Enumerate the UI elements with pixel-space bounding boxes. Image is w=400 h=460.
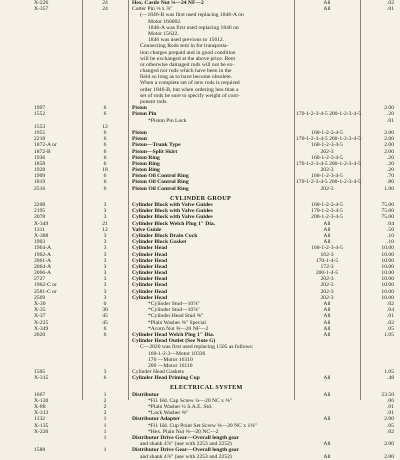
part-price: 2.00: [384, 142, 394, 149]
part-price: .50: [387, 226, 394, 233]
part-description: Piston: [132, 129, 147, 136]
part-quantity: 6: [103, 148, 107, 155]
part-quantity: 30: [102, 307, 108, 314]
part-application: All: [323, 6, 331, 13]
part-description: *Fil. Hd. Cup Point Set Screw ⅜—20 NC x 1⅜": [148, 422, 257, 429]
part-number: 1588: [34, 447, 46, 454]
part-description: When a complete set of new rods is required: [140, 80, 240, 87]
part-description: Cylinder Block with Valve Guides: [132, 202, 213, 208]
part-price: 75.00: [381, 202, 394, 208]
part-price: .04: [387, 220, 394, 227]
part-quantity: 1: [103, 416, 107, 423]
part-description: Piston—Split Skirt: [132, 148, 178, 155]
part-description: order 1846-B, but when ordering less than a: [140, 86, 239, 93]
part-quantity: 6: [103, 325, 107, 332]
part-application: All: [323, 453, 331, 460]
part-quantity: 3: [103, 282, 107, 289]
part-description: Motor 160002.: [148, 18, 182, 25]
part-application: 170-1-2-3-4-5 200-1-2-3-4-5: [296, 136, 361, 143]
part-price: .10: [387, 239, 394, 246]
part-description: Piston: [132, 136, 147, 143]
part-number: X-220: [34, 428, 49, 435]
part-price: 10.00: [381, 263, 394, 270]
part-price: 2.00: [384, 105, 394, 112]
part-description: *Hex. Plain Nut ⅜—20 NC—2: [148, 428, 219, 435]
part-price: 2.00: [384, 129, 394, 136]
part-number: 2516: [34, 185, 46, 192]
part-number: 1955: [34, 129, 46, 136]
part-description: *Plain Washer ⅝" Special: [148, 319, 206, 326]
part-description: Cylinder Head Outlet (See Note G): [132, 338, 216, 345]
part-description: and shank 4⅞" (use with 2253 and 2252): [140, 453, 232, 460]
part-price: 2.00: [384, 416, 394, 423]
part-description: Motor 15622.: [148, 30, 179, 37]
part-application: 160-1-2-3-4-5: [311, 154, 343, 161]
part-description: *Cylinder Head Stud ⅝": [148, 313, 204, 320]
part-description: Cylinder Head Priming Cup: [132, 375, 200, 382]
part-price: .70: [387, 173, 394, 180]
part-application: All: [323, 301, 331, 307]
part-price: 10.00: [381, 294, 394, 301]
part-description: Cylinder Head: [132, 294, 168, 301]
part-price: 10.00: [381, 257, 394, 264]
part-application: 200-1-2-3-4-5: [311, 214, 343, 221]
part-price: .01: [387, 410, 394, 417]
part-description: 160-1-2-3—Motor 10336: [148, 350, 206, 357]
part-number: X-357: [34, 6, 49, 13]
part-application: All: [323, 226, 331, 233]
part-number: 2218: [34, 136, 46, 143]
part-description: field so long as to have become obsolete.: [140, 74, 232, 81]
part-price: .04: [387, 307, 394, 314]
section-heading: ELECTRICAL SYSTEM: [170, 384, 243, 392]
part-quantity: 3: [103, 257, 107, 264]
part-description: Valve Guide: [132, 226, 162, 233]
part-price: .05: [387, 325, 394, 332]
part-price: 10.00: [381, 282, 394, 289]
part-description: C—2020 was first used replacing 1505 as follows:: [140, 344, 254, 351]
part-quantity: 12: [102, 226, 108, 233]
part-description: Distributor Drive Gear—Overall length gear: [132, 434, 240, 441]
part-application: All: [323, 441, 331, 448]
part-description: Distributor Adapter: [132, 416, 180, 423]
part-description: Cylinder Block with Valve Guides: [132, 214, 213, 221]
part-number: 1132: [34, 416, 45, 423]
part-price: 1.00: [384, 185, 394, 192]
part-price: 75.00: [381, 208, 394, 215]
part-description: 200 —Motor 16110: [148, 362, 193, 369]
part-quantity: 1: [103, 434, 107, 441]
part-application: All: [323, 313, 331, 320]
part-price: .20: [387, 154, 394, 161]
part-number: 1872-A or: [34, 142, 57, 149]
part-price: 10.00: [381, 288, 394, 295]
part-application: All: [323, 220, 331, 227]
part-application: 170-1-2-3-4-5 200-1-2-3-4-5: [296, 111, 361, 118]
part-description: *Piston Pin Lock: [148, 117, 187, 124]
part-quantity: 21: [102, 220, 108, 227]
part-description: Cylinder Block Gasket: [132, 239, 187, 246]
part-number: 1872-B: [34, 148, 51, 155]
part-application: 160-1-2-3-4-5: [311, 173, 343, 180]
part-quantity: 6: [103, 111, 107, 118]
part-description: Piston Oil Control Ring: [132, 185, 189, 192]
part-description: will be exchanged at the above price. Bent: [140, 55, 236, 62]
part-description: Connecting Rods sent in for transporta-: [140, 43, 229, 50]
part-number: 1997: [34, 105, 46, 112]
part-application: All: [323, 331, 331, 338]
part-application: 160-1-2-3-4-5: [311, 129, 343, 136]
part-price: .20: [387, 167, 394, 174]
part-application: All: [323, 416, 331, 423]
part-price: .05: [387, 422, 394, 429]
part-quantity: 24: [102, 0, 108, 6]
part-number: X-388: [34, 232, 49, 239]
part-number: 1964-A: [34, 245, 52, 252]
part-price: .10: [387, 232, 394, 239]
part-number: X-35: [34, 307, 46, 314]
part-price: 10.00: [381, 270, 394, 277]
part-number: X-225: [34, 319, 49, 326]
part-application: All: [323, 239, 331, 246]
part-price: 1.05: [384, 331, 394, 338]
part-application: All: [323, 325, 331, 332]
part-description: *Lock Washer ⅝": [148, 410, 189, 417]
part-application: 202-3: [320, 185, 334, 192]
part-quantity: 6: [103, 142, 107, 149]
part-description: Piston Ring: [132, 167, 160, 174]
part-number: 1936: [34, 154, 46, 161]
part-number: 1909: [34, 173, 46, 180]
part-number: 1552: [34, 111, 46, 118]
part-quantity: 3: [103, 208, 107, 215]
part-description: *Plain Washer ¼ S.A.E. Std.: [148, 404, 213, 410]
part-quantity: 2: [103, 410, 107, 417]
part-application: 170-1-2-3-4-5 200-1-2-3-4-5: [296, 160, 361, 167]
part-number: 1962-A: [34, 251, 52, 258]
part-application: 202-3: [320, 282, 334, 289]
part-price: 2.00: [384, 453, 394, 460]
part-quantity: 3: [103, 251, 107, 258]
part-price: 2.00: [384, 136, 394, 143]
part-description: Piston Pin: [132, 111, 157, 118]
part-description: Cylinder Head: [132, 245, 168, 252]
part-quantity: 0: [103, 301, 107, 307]
part-description: tion charges prepaid and in good condition: [140, 49, 236, 56]
part-quantity: 6: [103, 331, 107, 338]
part-number: X-120: [34, 397, 49, 404]
part-number: 1903: [34, 239, 46, 246]
part-description: and shank 4⅞" (use with 2253 and 2252): [140, 441, 232, 448]
part-number: 2195: [34, 208, 46, 215]
part-quantity: 3: [103, 263, 107, 270]
part-description: Cylinder Head: [132, 276, 168, 283]
part-application: All: [323, 307, 331, 314]
part-number: 1667: [34, 391, 46, 398]
part-price: .80: [387, 179, 394, 186]
part-price: 23.50: [381, 391, 394, 398]
part-description: Cylinder Head: [132, 270, 168, 277]
part-quantity: 45: [102, 313, 108, 320]
part-application: 160-1-2-3-4-5: [311, 142, 343, 149]
part-quantity: 3: [103, 294, 107, 301]
part-number: 1962-C or: [34, 282, 57, 289]
part-price: .48: [387, 375, 394, 382]
part-description: set of rods be sure to specify weight of com-: [140, 92, 240, 99]
part-description: Piston Oil Control Ring: [132, 179, 189, 186]
part-description: Cylinder Block Drain Cock: [132, 232, 198, 239]
part-description: Cylinder Block Welch Plug 1" Dia.: [132, 220, 216, 227]
part-quantity: 6: [103, 173, 107, 180]
part-description: changed nor rods which have been in the: [140, 68, 232, 75]
part-application: 202-3: [320, 288, 334, 295]
part-number: 1311: [34, 226, 45, 233]
part-price: 1.05: [384, 369, 394, 376]
part-description: *Fil. Hd. Cap Screw ¼—20 NC x ⅝": [148, 397, 232, 404]
part-quantity: 2: [103, 397, 107, 404]
part-description: 1846-A was first used replacing 1846 on: [148, 24, 239, 31]
part-application: 170-1-2-3-4-5: [311, 208, 343, 215]
part-quantity: 3: [103, 270, 107, 277]
part-description: 170 —Motor 16310: [148, 356, 193, 363]
part-price: .06: [387, 397, 394, 404]
part-number: 2064-A: [34, 263, 52, 270]
part-price: 2.00: [384, 148, 394, 155]
part-application: All: [323, 391, 331, 398]
part-description: Piston Ring: [132, 160, 160, 167]
part-quantity: 3: [103, 245, 107, 252]
part-number: 2020: [34, 331, 46, 338]
part-quantity: 3: [103, 276, 107, 283]
part-application: All: [323, 0, 331, 6]
part-application: 202-3: [320, 148, 334, 155]
part-application: 160-1-2-3-4-5: [311, 202, 343, 208]
part-description: Distributor: [132, 391, 160, 398]
part-application: 160-1-2-3-4-5: [311, 245, 343, 252]
part-price: .02: [387, 319, 394, 326]
part-price: .01: [387, 6, 394, 13]
part-description: Cylinder Head Gaskets: [132, 369, 184, 376]
part-quantity: 2: [103, 404, 107, 410]
part-description: 1846 was used previous to 15612.: [148, 37, 225, 44]
part-quantity: 6: [103, 129, 107, 136]
part-description: Piston—Trunk Type: [132, 142, 181, 149]
part-application: 202-3: [320, 167, 334, 174]
part-price: .02: [387, 301, 394, 307]
part-quantity: 6: [103, 160, 107, 167]
part-application: 170-1-4-5: [315, 257, 339, 264]
part-price: .01: [387, 404, 394, 410]
part-number: X-135: [34, 422, 49, 429]
part-description: Distributor Drive Gear—Overall length gear: [132, 447, 240, 454]
part-number: 2066-A: [34, 270, 52, 277]
part-description: Piston Oil Control Ring: [132, 173, 189, 180]
part-description: Cylinder Block with Valve Guides: [132, 208, 213, 215]
part-quantity: 12: [102, 123, 108, 130]
part-number: 1928: [34, 167, 46, 174]
part-number: 2581-C or: [34, 288, 57, 295]
part-description: Cylinder Head: [132, 257, 168, 264]
part-price: .02: [387, 428, 394, 435]
part-quantity: 18: [102, 167, 108, 174]
part-application: 172-3: [320, 263, 334, 270]
part-quantity: 1: [103, 428, 107, 435]
part-number: X-226: [34, 0, 49, 6]
part-number: X-30: [34, 301, 46, 307]
part-number: 2061-A: [34, 257, 52, 264]
part-price: 75.00: [381, 214, 394, 221]
part-quantity: 6: [103, 136, 107, 143]
part-number: X-313: [34, 410, 49, 417]
part-application: 170-1-2-3-4-5 200-1-2-3-4-5: [296, 179, 361, 186]
part-quantity: 1: [103, 422, 107, 429]
part-quantity: 3: [103, 214, 107, 221]
part-row: [0, 454, 400, 460]
part-application: All: [323, 375, 331, 382]
part-quantity: 45: [102, 319, 108, 326]
part-description: Piston Ring: [132, 154, 160, 161]
part-quantity: 6: [103, 179, 107, 186]
part-number: 2208: [34, 202, 46, 208]
part-price: .01: [387, 313, 394, 320]
part-application: 202-3: [320, 276, 334, 283]
part-quantity: 3: [103, 232, 107, 239]
part-description: *Cylinder Stud—10⅞": [148, 301, 200, 307]
part-quantity: 6: [103, 375, 107, 382]
part-number: 1819: [34, 179, 46, 186]
part-description: (—1846-B was first used replacing 1846-A on: [140, 12, 244, 19]
part-number: X-37: [34, 313, 46, 320]
part-description: Cylinder Head: [132, 263, 168, 270]
part-description: Cylinder Head: [132, 282, 168, 289]
part-price: .20: [387, 160, 394, 167]
part-number: 1858: [34, 160, 46, 167]
part-quantity: 6: [103, 154, 107, 161]
part-number: 1505: [34, 369, 46, 376]
part-description: or otherwise damaged rods will not be ex-: [140, 61, 235, 68]
part-application: 200-1-4-5: [315, 270, 339, 277]
part-description: *Acorn Nut ⅝—20 NF—2: [148, 325, 209, 332]
part-description: ponent rods.: [140, 99, 168, 105]
part-number: 1553: [34, 123, 46, 130]
part-description: Cotter Pin ⅛ x ⅞": [132, 6, 173, 13]
part-quantity: 1: [103, 391, 107, 398]
part-quantity: 3: [103, 239, 107, 246]
part-quantity: 1: [103, 447, 107, 454]
part-number: X-349: [34, 220, 49, 227]
part-number: X-349: [34, 325, 49, 332]
part-number: X-315: [34, 375, 49, 382]
part-quantity: 3: [103, 369, 107, 376]
part-price: 2.00: [384, 441, 394, 448]
part-number: 2727: [34, 276, 46, 283]
part-number: X-88: [34, 404, 46, 410]
part-application: All: [323, 232, 331, 239]
part-quantity: 3: [103, 202, 107, 208]
section-heading: CYLINDER GROUP: [170, 194, 232, 202]
part-price: 10.00: [381, 251, 394, 258]
part-price: .02: [387, 0, 394, 6]
part-quantity: 6: [103, 105, 107, 112]
part-price: .20: [387, 111, 394, 118]
part-description: Cylinder Head: [132, 251, 168, 258]
part-description: Piston: [132, 105, 147, 112]
part-quantity: 3: [103, 288, 107, 295]
part-description: Hex. Castle Nut ⅝—24 NF—2: [132, 0, 204, 6]
part-description: Cylinder Head: [132, 288, 168, 295]
part-quantity: 6: [103, 185, 107, 192]
part-application: 162-3: [320, 251, 334, 258]
part-application: All: [323, 319, 331, 326]
part-number: 2078: [34, 214, 46, 221]
part-number: 2569: [34, 294, 46, 301]
part-quantity: 24: [102, 6, 108, 13]
part-description: Cylinder Head Welch Plug 1" Dia.: [132, 331, 215, 338]
part-price: 10.00: [381, 276, 394, 283]
part-price: 10.00: [381, 245, 394, 252]
part-description: *Cylinder Stud—10⅞": [148, 307, 200, 314]
part-price: .01: [387, 117, 394, 124]
part-application: 202-3: [320, 294, 334, 301]
